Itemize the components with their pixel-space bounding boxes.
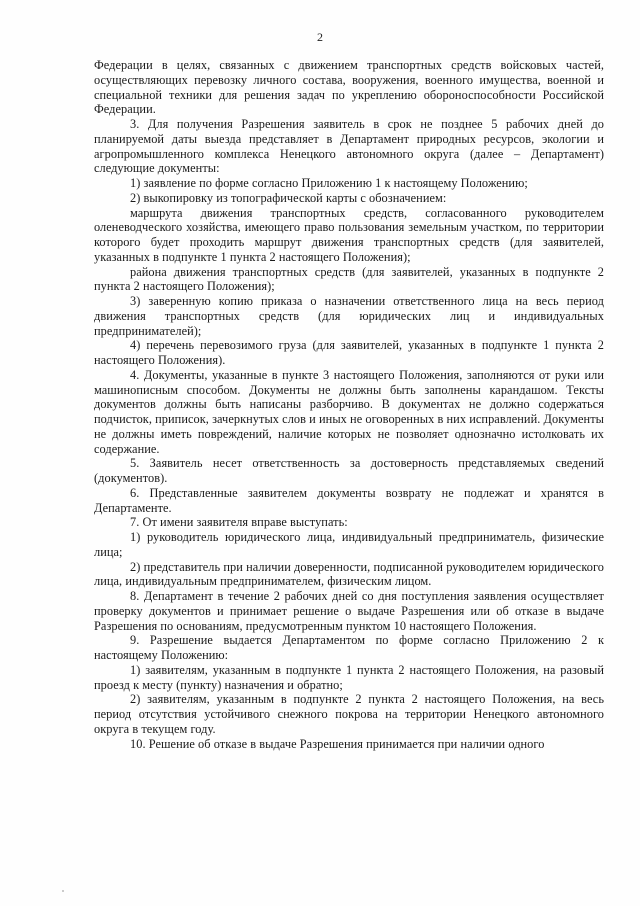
paragraph-6: района движения транспортных средств (для заявителей, указанных в подпункте 2 пункта 2 настоящего Положения); xyxy=(94,264,604,294)
paragraph-2: 3. Для получения Разрешения заявитель в срок не позднее 5 рабочих дней до планируемой даты выезда представляет в Департамент природных ресурсов, экологии и агропромышленного комплекса Ненецкого автономного округа (далее – Департамент) следующие документы: xyxy=(94,117,604,176)
scan-artifact xyxy=(62,890,64,892)
paragraph-17: 1) заявителям, указанным в подпункте 1 пункта 2 настоящего Положения, на разовый проезд к месту (пункту) назначения и обратно; xyxy=(94,662,604,692)
document-body xyxy=(94,58,604,751)
paragraph-14: 2) представитель при наличии доверенности, подписанной руководителем юридического лица, индивидуальным предпринимателем, физическим лицом. xyxy=(94,559,604,589)
paragraph-16: 9. Разрешение выдается Департаментом по форме согласно Приложению 2 к настоящему Положению: xyxy=(94,633,604,662)
paragraph-9: 4. Документы, указанные в пункте 3 настоящего Положения, заполняются от руки или машинописным способом. Документы не должны быть заполнены карандашом. Тексты документов должны быть написаны разборчиво. В документах не должно содержаться подчисток, приписок, зачеркнутых слов и иных не оговоренных в них исправлений. Документы не должны иметь повреждений, наличие которых не позволяет однозначно истолковать их содержание. xyxy=(94,367,604,456)
paragraph-1: Федерации в целях, связанных с движением транспортных средств войсковых частей, осуществляющих перевозку личного состава, вооружения, военного имущества, военной и специальной техники для решения задач по укреплению обороноспособности Российской Федерации. xyxy=(94,58,604,117)
paragraph-11: 6. Представленные заявителем документы возврату не подлежат и хранятся в Департаменте. xyxy=(94,485,604,515)
paragraph-7: 3) заверенную копию приказа о назначении ответственного лица на весь период движения транспортных средств (для юридических лиц и индивидуальных предпринимателей); xyxy=(94,294,604,338)
paragraph-5: маршрута движения транспортных средств, согласованного руководителем оленеводческого хозяйства, имеющего право пользования земельным участком, по территории которого будет проходить маршрут движения транспортных средств (для заявителей, указанных в подпункте 1 пункта 2 настоящего Положения); xyxy=(94,205,604,264)
paragraph-19: 10. Решение об отказе в выдаче Разрешения принимается при наличии одного xyxy=(130,736,545,751)
page-number: 2 xyxy=(317,30,323,44)
paragraph-18: 2) заявителям, указанным в подпункте 2 пункта 2 настоящего Положения, на весь период отсутствия устойчивого снежного покрова на территории Ненецкого автономного округа в текущем году. xyxy=(94,692,604,736)
paragraph-10: 5. Заявитель несет ответственность за достоверность представляемых сведений (документов). xyxy=(94,456,604,485)
paragraph-15: 8. Департамент в течение 2 рабочих дней со дня поступления заявления осуществляет проверку документов и принимает решение о выдаче Разрешения или об отказе в выдаче Разрешения по основаниям, предусмотренным пунктом 10 настоящего Положения. xyxy=(94,589,604,633)
paragraph-8: 4) перечень перевозимого груза (для заявителей, указанных в подпункте 1 пункта 2 настоящего Положения). xyxy=(94,338,604,367)
paragraph-3: 1) заявление по форме согласно Приложению 1 к настоящему Положению; xyxy=(130,176,528,190)
paragraph-12: 7. От имени заявителя вправе выступать: xyxy=(130,515,348,530)
paragraph-4: 2) выкопировку из топографической карты с обозначением: xyxy=(130,190,447,205)
paragraph-13: 1) руководитель юридического лица, индивидуальный предприниматель, физические лица; xyxy=(94,530,604,559)
